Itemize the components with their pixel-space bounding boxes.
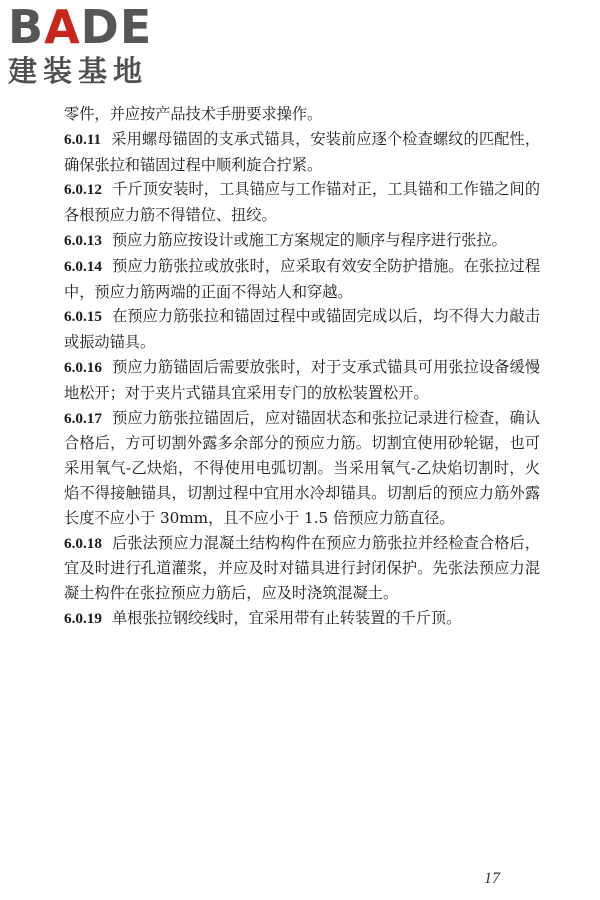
logo-wordmark [8, 0, 178, 54]
clause-text: 预应力筋张拉锚固后，应对锚固状态和张拉记录进行检查，确认合格后，方可切割外露多余部分的预应力筋。切割宜使用砂轮锯，也可采用氧气-乙炔焰，不得使用电弧切割。当采用氧气-乙炔焰切割时，火焰不得接触锚具，切割过程中宜用水冷却锚具。切割后的预应力筋外露长度不应小于 30mm，且不应小于 1.5 倍预应力筋直径。 [64, 408, 540, 527]
logo [8, 0, 178, 96]
clause-text: 后张法预应力混凝土结构构件在预应力筋张拉并经检查合格后，宜及时进行孔道灌浆，并应及时对锚具进行封闭保护。先张法预应力混凝土构件在张拉预应力筋后，应及时浇筑混凝土。 [64, 533, 540, 603]
clause-6-0-12 [64, 177, 540, 228]
clause-number: 6.0.19 [64, 609, 102, 627]
clause-6-0-11 [64, 127, 540, 178]
document-body [64, 102, 540, 632]
clause-text: 预应力筋张拉或放张时，应采取有效安全防护措施。在张拉过程中，预应力筋两端的正面不得站人和穿越。 [64, 256, 540, 301]
clause-number: 6.0.13 [64, 231, 102, 249]
clause-text: 千斤顶安装时，工具锚应与工作锚对正，工具锚和工作锚之间的各根预应力筋不得错位、扭绞。 [64, 180, 540, 225]
clause-6-0-15 [64, 304, 540, 355]
clause-number: 6.0.15 [64, 308, 102, 326]
clause-number: 6.0.14 [64, 257, 102, 275]
clause-text: 在预应力筋张拉和锚固过程中或锚固完成以后，均不得大力敲击或振动锚具。 [64, 307, 540, 352]
clause-text: 单根张拉钢绞线时，宜采用带有止转装置的千斤顶。 [111, 608, 462, 627]
clause-number: 6.0.18 [64, 534, 102, 552]
clause-6-0-16 [64, 355, 540, 406]
clause-6-0-14 [64, 254, 540, 305]
logo-letter-a-accent: A [44, 0, 81, 54]
clause-text: 预应力筋应按设计或施工方案规定的顺序与程序进行张拉。 [111, 230, 507, 249]
clause-number: 6.0.11 [64, 130, 102, 148]
clause-text: 采用螺母锚固的支承式锚具，安装前应逐个检查螺纹的匹配性，确保张拉和锚固过程中顺利旋合拧紧。 [64, 129, 540, 174]
clause-number: 6.0.12 [64, 181, 102, 199]
clause-number: 6.0.16 [64, 358, 102, 376]
clause-text: 预应力筋锚固后需要放张时，对于支承式锚具可用张拉设备缓慢地松开；对于夹片式锚具宜采用专门的放松装置松开。 [64, 357, 540, 402]
page-number: 17 [484, 870, 500, 887]
clause-6-0-19 [64, 606, 540, 632]
logo-letter-b: B [8, 0, 45, 54]
logo-subtitle: 建装基地 [8, 54, 149, 88]
clause-6-0-17 [64, 406, 540, 531]
clause-number: 6.0.17 [64, 409, 102, 427]
clause-6-0-18 [64, 531, 540, 606]
clause-6-0-13 [64, 228, 540, 254]
logo-letters-de: DE [80, 0, 153, 54]
continuation-paragraph: 零件，并应按产品技术手册要求操作。 [64, 105, 323, 123]
